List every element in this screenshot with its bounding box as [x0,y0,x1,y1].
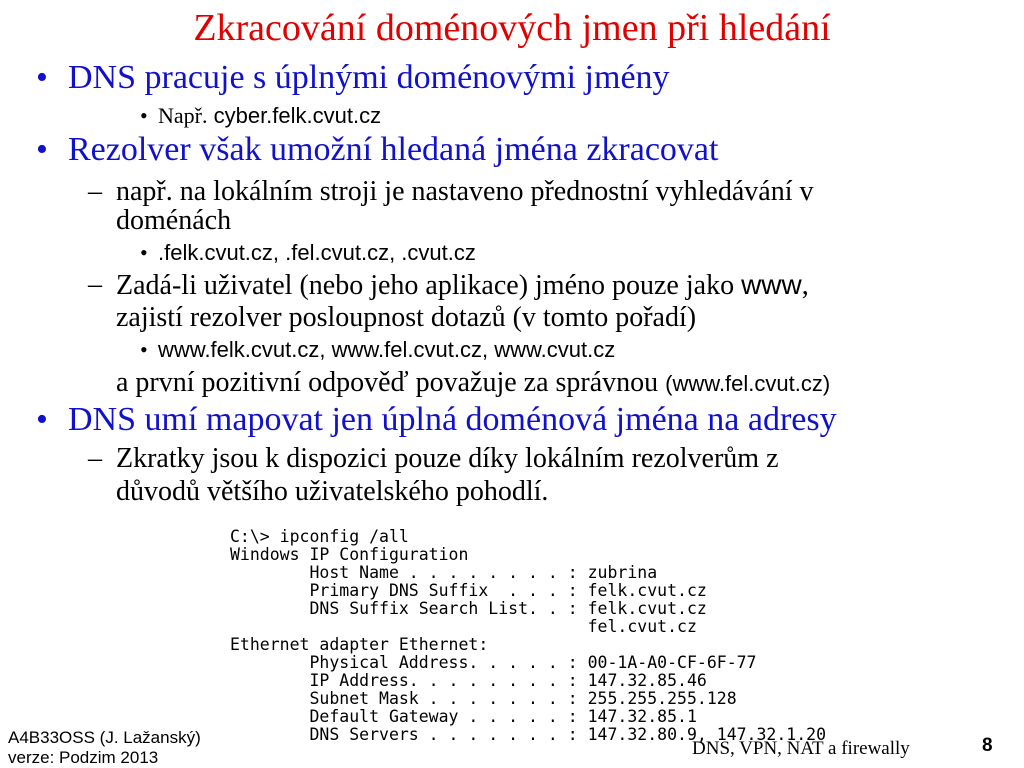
bullet-text: DNS pracuje s úplnými doménovými jmény [68,59,670,96]
slide-title: Zkracování doménových jmen při hledání [193,7,831,49]
dash-text: důvodů většího uživatelského pohodlí. [116,476,549,507]
dash-mark: – [88,269,102,300]
terminal-line: DNS Suffix Search List. . : felk.cvut.cz [230,599,707,618]
www-term: www [741,269,802,300]
terminal-line: Host Name . . . . . . . . : zubrina [230,563,658,582]
dash-text: doménách [116,205,232,236]
sub-bullet-mark: • [140,103,148,128]
dash-text: např. na lokálním stroji je nastaveno přednostní vyhledávání v [116,176,814,207]
footer-course-info [8,728,201,768]
footer-course: A4B33OSS (J. Lažanský) [8,728,201,747]
dash-text-prefix: Zadá-li uživatel (nebo jeho aplikace) jméno pouze jako [116,270,742,301]
sub-text: www.felk.cvut.cz, www.fel.cvut.cz, www.cvut.cz [158,337,616,362]
sub-bullet-mark: • [140,337,148,362]
terminal-line: Ethernet adapter Ethernet: [230,635,489,654]
page-number: 8 [982,735,993,756]
dash-text-suffix: , [801,270,809,301]
terminal-line: C:\> ipconfig /all [230,527,409,546]
bullet-mark: • [36,131,48,168]
bullet-text: Rezolver však umožní hledaná jména zkracovat [68,131,719,168]
bullet-mark: • [36,401,48,438]
example-prefix: Např. [158,103,208,128]
example-domain: cyber.felk.cvut.cz [207,103,382,128]
bullet-mark: • [36,59,48,96]
terminal-line: fel.cvut.cz [230,617,697,636]
terminal-line: DNS Servers . . . . . . . : 147.32.80.9, 147.32.1.20 [230,725,827,744]
sub-bullet-mark: • [140,240,148,265]
dash-mark: – [88,443,102,474]
terminal-line: Windows IP Configuration [230,545,469,564]
terminal-line: Primary DNS Suffix . . . : felk.cvut.cz [230,581,707,600]
terminal-line: Physical Address. . . . . : 00-1A-A0-CF-6F-77 [230,653,757,672]
dash-text [116,268,809,302]
terminal-line: Subnet Mask . . . . . . . : 255.255.255.128 [230,689,737,708]
footer-topic: DNS, VPN, NAT a firewally [692,738,910,759]
terminal-line: IP Address. . . . . . . . : 147.32.85.46 [230,671,707,690]
dash-text-prefix: a první pozitivní odpověď považuje za správnou [116,367,666,398]
dash-text [116,366,830,400]
sub-text [158,103,381,129]
bullet-text: DNS umí mapovat jen úplná doménová jména na adresy [68,401,837,438]
sub-text: .felk.cvut.cz, .fel.cvut.cz, .cvut.cz [158,240,476,265]
dash-text: zajistí rezolver posloupnost dotazů (v tomto pořadí) [116,302,697,333]
terminal-line: Default Gateway . . . . . : 147.32.85.1 [230,707,697,726]
ipconfig-output [230,510,826,762]
footer-version: verze: Podzim 2013 [8,748,159,767]
dash-mark: – [88,176,102,207]
dash-text: Zkratky jsou k dispozici pouze díky lokálním rezolverům z [116,443,779,474]
correct-answer-example: (www.fel.cvut.cz) [665,371,831,396]
